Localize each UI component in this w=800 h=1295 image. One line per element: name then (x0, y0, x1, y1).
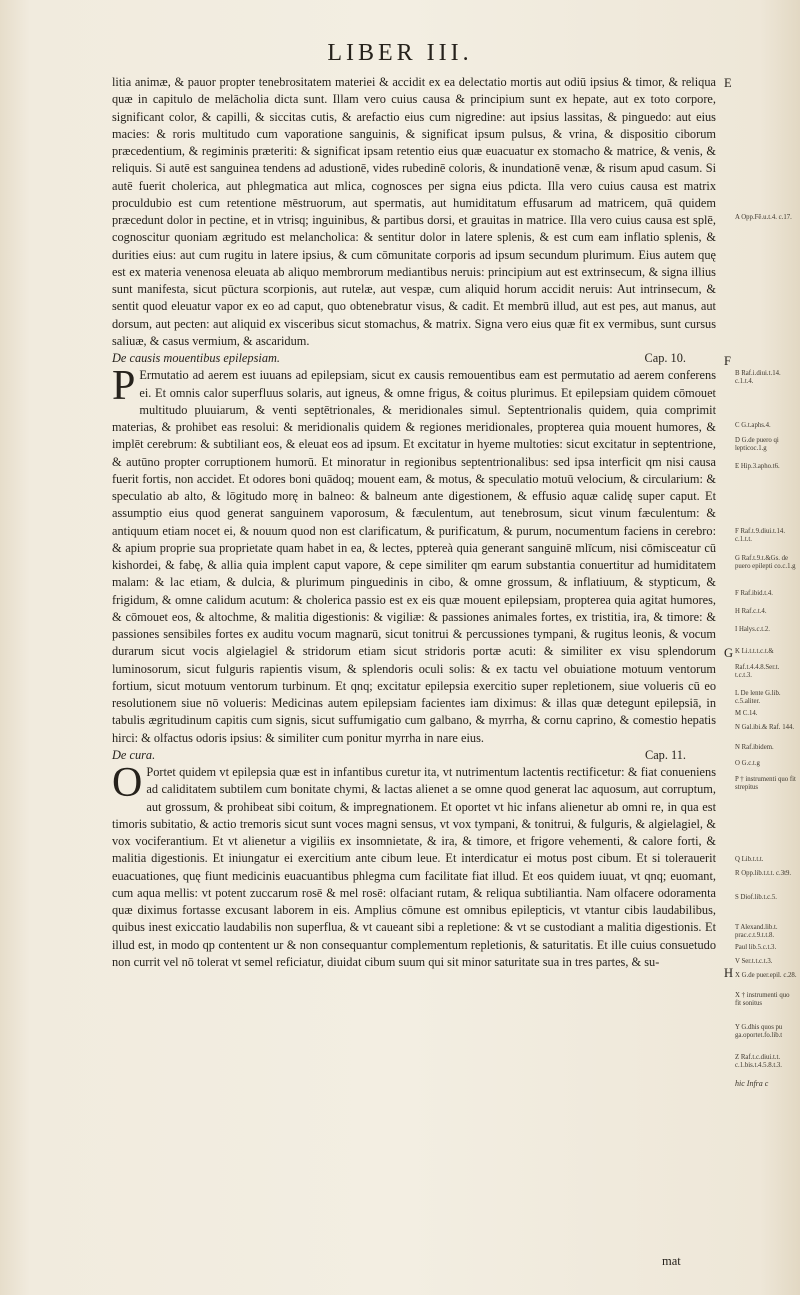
margin-note: Q Lib.t.t.t. (735, 856, 764, 863)
margin-note: O G.c.t.g (735, 760, 760, 767)
margin-note: I Halys.c.t.2. (735, 626, 770, 633)
section-letter: G (724, 646, 734, 660)
margin-note: Z Raf.t.c.diui.t.t. c.1.bis.t.4.5.8.t.3. (735, 1054, 783, 1069)
margin-note: D G.de puero qi lepticoc.1.g (735, 437, 779, 452)
catchword: mat (662, 1254, 681, 1268)
margin-note: F Raf.t.9.diui.t.14. c.1.t.t. (735, 528, 786, 543)
main-text-column (112, 74, 716, 971)
margin-note: H Raf.c.t.4. (735, 608, 767, 615)
section-letter: F (724, 354, 731, 368)
chapter-10-text (112, 363, 716, 747)
running-head: LIBER III. (327, 40, 473, 66)
margin-note: X † instrumenti quo fit sonitus (735, 992, 790, 1007)
chapter-11-body: Portet quidem vt epilepsia quæ est in infantibus curetur ita, vt nutrimentum lactentis rectificetur: & fiat conueniens ad caliditatem subtilem cum bonitate chymi, & lactas alienet a se omne quod generat lac aquosum, aut corruptum, aut grossum, & prohibeat sibi coitum, & impregnationem. Et oportet vt hic infans alienetur ab omni re, in qua est timoris subitatio, & actio tremoris sicut sunt voces magni sensus, vt vox tympani, & tonitrui, & fulguris, & algielagiel, & vox vociferantium. Et vt alienetur a vigiliis ex insomnietate, & ira, & timore, et frigore vehementi, & calore forti, & malitia digestionis. Et iniungatur ei exercitium ante cibum leue. Et interdicatur ei motus post cibum. Et si tolerauerit euacuationes, quę fiunt medicinis euacuantibus phlegma cum facilitate fiat illud. Et eos quidem iuuat, vt qnq; euomant, cum aqua mellis: vt potent zuccarum rosē & mel rosē: olfaciant rutam, & reliqua subtiliantia. Nam olfacere odoramenta quæ diximus fortasse excusant laborem in eis. Amplius cōmune est omnibus epilepticis, vt vtantur cibis laudabilibus, quibus inest exiccatio laudabilis non superflua, & vt caueant sibi a repletione: & vt se custodiant a malitia digestionis. Et illud est, in modo qp contentent ur & non consequantur complementum repletionis, & saturitatis. Et ille cuius consuetudo non currit vel nō tolerat vt semel reficiatur, diuidat cibum suum qui sit minor saturitate sua in tres partes, & su- (112, 765, 716, 969)
chapter-heading-10 (112, 350, 716, 367)
margin-note: B Raf.i.diui.t.14. c.1.t.4. (735, 370, 781, 385)
chapter-number: Cap. 10. (644, 351, 686, 365)
margin-note: hic Infra c (735, 1079, 769, 1088)
margin-note: N Gal.ibi.& Raf. 144. (735, 724, 795, 731)
margin-note: V Ser.t.t.c.t.3. (735, 958, 773, 965)
margin-note: S Diof.lib.t.c.5. (735, 894, 777, 901)
chapter-heading-11 (112, 747, 716, 764)
drop-cap: P (112, 363, 136, 410)
margin-note: Raf.t.4.4.8.Ser.t. t.c.t.3. (735, 664, 780, 679)
margin-note: F Raf.ibid.t.4. (735, 590, 773, 597)
margin-note: P † instrumenti quo fit strepitus (735, 776, 796, 791)
margin-note: A Opp.Fē.u.t.4. c.17. (735, 214, 792, 221)
margin-note: L De lente G.lib. c.5.aliter. (735, 690, 781, 705)
margin-note: X G.de puer.epil. c.28. (735, 972, 797, 979)
margin-note: M C.14. (735, 710, 758, 717)
margin-note: Paul lib.5.c.t.3. (735, 944, 777, 951)
chapter-title: De cura. (112, 747, 156, 762)
margin-note: N Raf.ibidem. (735, 744, 774, 751)
chapter-10-body: Ermutatio ad aerem est iuuans ad epilepsiam, sicut ex causis remouentibus eam est permutatio ad aerem conferens ei. Et omnis calor superfluus solaris, aut igneus, & omne frigus, & coitus plurimus. Et epilepsiam quidem cōmouet multitudo pluuiarum, & venti septētrionales, & meridionales simul. Septentrionalis quidem, quia comprimit materias, & prohibet eas resolui: & meridionalis quidem & regiones meridionales, propterea quia mouent humores, & implēt cerebrum: & subtiliant eos, & eleuat eos ad ipsum. Et excitatur in hyeme multoties: sicut excitatur in septentrione, & autūno propter corruptionem humorū. Et minoratur in regionibus septentrionalibus: sed ipsa interficit qm nisi causa fuerit fortis, non accidet. Et odores boni quādoq; mouent eam, & motus, & speculatio motuū velocium, & circularium: & speculatio ab alto, & lōgitudo morę in balneo: & balneum ante digestionem, & effusio aquæ calidę super caput. Et assumptio eius quod generat sanguinem vaporosum, & fæculentum, aut tenebrosum, sicut vinum fæculentum: & antiquum etiam nocet ei, & nouum quod non est clarificatum, & purificatum, & purum, nocumentum faciens in cerebro: & apium proprie sua proprietate quam habet in ea, & lectes, pptereà quia generant sanguinē mlīcum, nisi cōmisceatur cū kishordei, & fabę, & allia quia implent caput vapore, & cepe similiter qm earum substantia conuertitur ad humiditatem malam: & lac etiam, & dulcia, & plurimum pinguedinis in cibo, & omne grossum, & inflatiuum, & stypticum, & frigidum, & omne calidum acutum: & cholerica passio est ex eis quæ mouent epilepsiam, propterea quia agitat humores, & cōmouet eos, & altochme, & malitia digestionis: & vigiliæ: & passiones animales fortes, ex tristitia, ira, & timore: & passiones sensibiles fortes ex auditu vocum magnarū, sicut tonitrui & percussiones tympani, & rugitus leonis, & vocum durarum sicut vocis algielagiel & stridorum etiam sicut stridoris portæ acuti: & similiter ex visu splendorum luminosorum, sicut fulguris rapientis visum, & splendoris oculi solis: & ex tactu vel obuiatione motuum ventorum fortium, sicut motuum ventorum turbinum. Et qnq; excitatur epilepsia exercitio super repletionem, siue volueris cū eo resolutionem siue nō volueris: Medicinas autem epilepsiam facientes iam diximus: & illas quæ detegunt epilepsiā, in tabulis ægritudinum capitis cum signis, sicut suffumigatio cum galbano, & myrrha, & cornu caprino, & comestio hepatis hirci: & olfactus odoris ipsius: & similiter cum ponitur myrrha in nare eius. (112, 368, 716, 745)
drop-cap: O (112, 760, 143, 806)
section-letter: E (724, 76, 732, 90)
margin-note: T Alexand.lib.t. prac.c.t.9.t.t.8. (735, 924, 778, 939)
section-letter: H (724, 966, 734, 980)
chapter-number: Cap. 11. (644, 747, 686, 762)
margin-note: R Opp.lib.t.t.t. c.3t9. (735, 870, 792, 877)
margin-note: K Li.t.t.t.c.t.& (735, 648, 774, 655)
margin-note: E Hip.3.apho.t6. (735, 463, 780, 470)
margin-note: C G.t.aphs.4. (735, 422, 771, 429)
paragraph-continuation: litia animæ, & pauor propter tenebrositatem materiei & accidit ex ea delectatio mortis aut odiū ipsius & timor, & reliqua quæ in capitulo de melācholia dicta sunt. Illam vero cuius causa & principium sunt ex hepate, aut ex toto corpore, significant color, & capilli, & siccitas cutis, & arefactio eius cum nigredine: aut ipsius lassitas, & pinguedo: aut eius macies: & roris multitudo cum vaporatione sanguinis, & significat ipsum pulsus, & vrina, & dispositio ciborum præcedentium, & regiminis præteriti: & significat ipsam retentio eius quæ euacuatur ex stomacho & matrice, & venis, & reliquis. Si autē est sanguinea tendens ad adustionē, vides rubedinē coloris, & inundationē venæ, & risum apud casum. Si autē fuerit cholerica, aut phlegmatica aut mlica, cognosces per signa eius pdicta. Illa vero cuius causa est matrix proculdubio est cum retentione mēstruorum, aut spermatis, aut humiditatum effusarum ad matricem, quā quidem præcedunt dolor in pectine, et in vtrisq; inguinibus, & partibus dorsi, et grauitas in matrice. Illa vero cuius causa est splē, cognoscitur quoniam ægritudo est melancholica: & sentitur dolor in latere splenis, & est cum eam inflatio splenis, & durities eius: aut cum rugitu in latere ipsius, & cum cōmunitate corporis ad ipsum secundum plurimum. Eius autem quę est ex materia venenosa eleuata ab aliquo membrorum mediantibus neruis: principium aut est extrinsecum, & signa illius sunt manifesta, sicut pūctura scorpionis, aut rutelæ, aut vespæ, cum aliquid horum accidit neruis: Aut intrinsecum, & sentit quod eleuatur vapor ex eo ad caput, quo obtenebratur visus, & cadit. Et membrū illud, aut est pes, aut manus, aut dorsum, aut pecten: aut aliquid ex visceribus sicut stomachus, & matrix. Signa vero eius quæ fit ex vermibus, sunt cursus saliuæ, & casus vermium, & ascaridum. (112, 75, 716, 348)
margin-note: Y G.dhis quos pu ga.oportet.fo.lib.t (735, 1024, 783, 1039)
chapter-11-text (112, 760, 716, 971)
margin-note: G Raf.t.9.t.&Gs. de puero epilepti co.c.1.g (735, 555, 796, 570)
chapter-title: De causis mouentibus epilepsiam. (112, 351, 280, 365)
